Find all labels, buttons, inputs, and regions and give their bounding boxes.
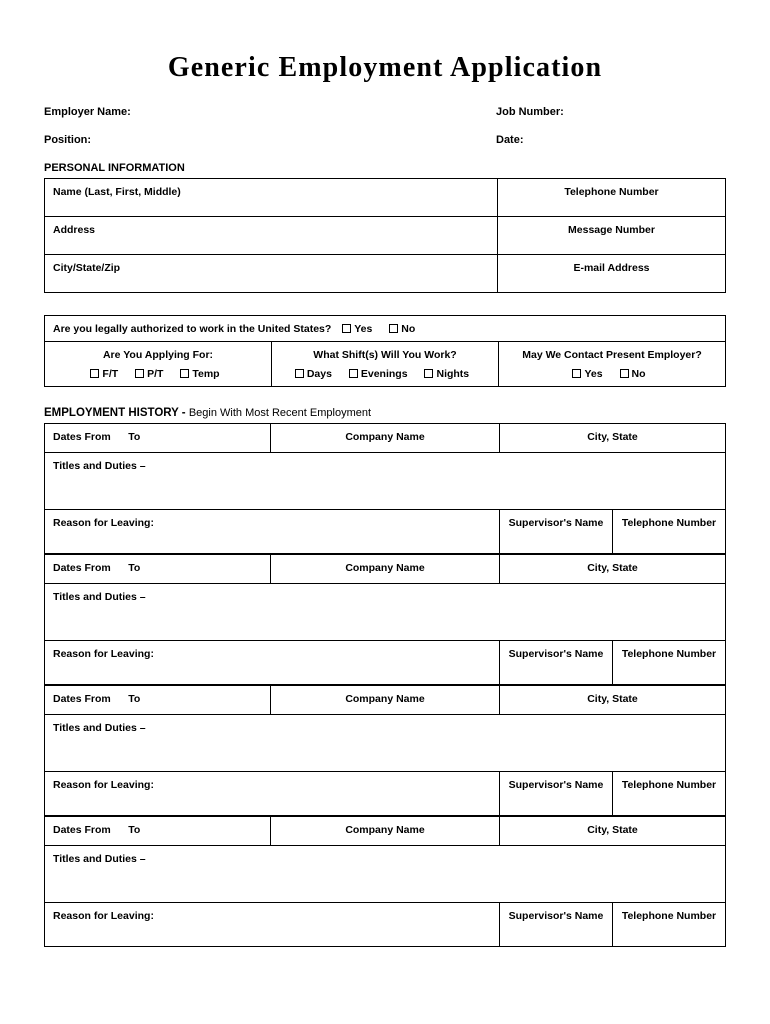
city-state-zip-field-cell[interactable]	[45, 255, 498, 293]
checkbox-icon[interactable]	[90, 369, 99, 378]
titles-duties-cell[interactable]	[45, 715, 726, 772]
option-label: No	[401, 323, 416, 335]
table-row	[45, 686, 726, 715]
address-field-cell[interactable]	[45, 217, 498, 255]
supervisor-name-label: Supervisor's Name	[508, 648, 604, 660]
table-row	[45, 453, 726, 510]
titles-duties-label: Titles and Duties –	[53, 722, 146, 734]
titles-duties-label: Titles and Duties –	[53, 591, 146, 603]
contact-employer-cell	[499, 342, 726, 387]
checkbox-icon[interactable]	[342, 324, 351, 333]
option-label: Days	[306, 368, 332, 380]
employment-entry-1	[44, 423, 726, 554]
city-state-zip-label: City/State/Zip	[53, 262, 121, 274]
option-days[interactable]	[295, 368, 332, 380]
contact-employer-options	[507, 368, 717, 380]
company-name-label: Company Name	[345, 693, 425, 705]
supervisor-telephone-cell[interactable]	[613, 510, 726, 554]
telephone-number-label: Telephone Number	[621, 779, 717, 791]
checkbox-icon[interactable]	[389, 324, 398, 333]
telephone-number-label: Telephone Number	[621, 517, 717, 529]
table-row	[45, 255, 726, 293]
checkbox-icon[interactable]	[135, 369, 144, 378]
reason-for-leaving-cell[interactable]	[45, 510, 500, 554]
table-row	[45, 342, 726, 387]
city-state-cell[interactable]	[500, 555, 726, 584]
reason-for-leaving-cell[interactable]	[45, 903, 500, 947]
dates-to-label: To	[128, 824, 141, 836]
employment-entry-3	[44, 685, 726, 816]
telephone-number-label: Telephone Number	[621, 910, 717, 922]
shift-heading: What Shift(s) Will You Work?	[313, 349, 457, 361]
checkbox-icon[interactable]	[620, 369, 629, 378]
reason-for-leaving-label: Reason for Leaving:	[53, 648, 154, 660]
supervisor-telephone-cell[interactable]	[613, 903, 726, 947]
reason-for-leaving-cell[interactable]	[45, 641, 500, 685]
supervisor-name-label: Supervisor's Name	[508, 910, 604, 922]
city-state-cell[interactable]	[500, 424, 726, 453]
option-label: F/T	[102, 368, 119, 380]
table-row	[45, 316, 726, 342]
option-label: No	[631, 368, 646, 380]
city-state-label: City, State	[587, 824, 638, 836]
company-name-label: Company Name	[345, 824, 425, 836]
supervisor-name-cell[interactable]	[500, 641, 613, 685]
option-label: Nights	[436, 368, 470, 380]
shift-cell	[272, 342, 499, 387]
dates-cell[interactable]	[45, 686, 271, 715]
contact-employer-heading: May We Contact Present Employer?	[522, 349, 702, 361]
supervisor-name-cell[interactable]	[500, 772, 613, 816]
dates-cell[interactable]	[45, 555, 271, 584]
page-title: Generic Employment Application	[167, 52, 603, 83]
option-label: Yes	[584, 368, 603, 380]
titles-duties-label: Titles and Duties –	[53, 853, 146, 865]
table-row	[45, 903, 726, 947]
name-field-cell[interactable]	[45, 179, 498, 217]
telephone-number-label: Telephone Number	[621, 648, 717, 660]
telephone-field-cell[interactable]	[498, 179, 726, 217]
supervisor-telephone-cell[interactable]	[613, 772, 726, 816]
option-contact-no[interactable]	[612, 368, 646, 380]
employment-history-heading	[44, 407, 726, 419]
employment-history-section	[44, 407, 726, 947]
dates-to-label: To	[128, 562, 141, 574]
option-label: Temp	[192, 368, 220, 380]
work-authorization-no-option[interactable]	[381, 323, 415, 335]
company-name-cell[interactable]	[271, 424, 500, 453]
checkbox-icon[interactable]	[180, 369, 189, 378]
reason-for-leaving-label: Reason for Leaving:	[53, 779, 154, 791]
option-nights[interactable]	[416, 368, 469, 380]
message-number-label: Message Number	[568, 224, 655, 236]
table-row	[45, 772, 726, 816]
supervisor-name-cell[interactable]	[500, 510, 613, 554]
titles-duties-cell[interactable]	[45, 453, 726, 510]
supervisor-telephone-cell[interactable]	[613, 641, 726, 685]
option-label: Yes	[354, 323, 373, 335]
option-ft[interactable]	[90, 368, 118, 380]
employment-entry-2	[44, 554, 726, 685]
supervisor-name-label: Supervisor's Name	[508, 517, 604, 529]
personal-information-heading: PERSONAL INFORMATION	[44, 162, 185, 174]
company-name-cell[interactable]	[271, 555, 500, 584]
date-label: Date:	[496, 134, 524, 146]
option-evenings[interactable]	[341, 368, 408, 380]
employment-history-title: EMPLOYMENT HISTORY -	[44, 407, 186, 419]
job-number-label: Job Number:	[496, 106, 564, 118]
city-state-label: City, State	[587, 562, 638, 574]
shift-options	[280, 368, 490, 380]
applying-for-heading: Are You Applying For:	[102, 349, 214, 361]
dates-cell[interactable]	[45, 817, 271, 846]
table-row	[45, 817, 726, 846]
checkbox-icon[interactable]	[424, 369, 433, 378]
table-row	[45, 510, 726, 554]
work-authorization-cell	[45, 316, 726, 342]
dates-from-label: Dates From	[53, 562, 111, 574]
company-name-label: Company Name	[345, 431, 425, 443]
employment-history-subtitle: Begin With Most Recent Employment	[188, 407, 372, 419]
option-label: Evenings	[360, 368, 408, 380]
company-name-cell[interactable]	[271, 686, 500, 715]
dates-from-label: Dates From	[53, 824, 111, 836]
applying-for-options	[53, 368, 263, 380]
header-row-1	[44, 106, 726, 118]
table-row	[45, 217, 726, 255]
option-label: P/T	[147, 368, 164, 380]
option-contact-yes[interactable]	[572, 368, 602, 380]
option-pt[interactable]	[127, 368, 163, 380]
titles-duties-cell[interactable]	[45, 584, 726, 641]
email-field-cell[interactable]	[498, 255, 726, 293]
dates-to-label: To	[128, 693, 141, 705]
work-authorization-yes-option[interactable]	[334, 323, 372, 335]
eligibility-table	[44, 315, 726, 387]
city-state-label: City, State	[587, 693, 638, 705]
city-state-label: City, State	[587, 431, 638, 443]
checkbox-icon[interactable]	[295, 369, 304, 378]
personal-information-table	[44, 178, 726, 293]
email-label: E-mail Address	[573, 262, 650, 274]
applying-for-cell	[45, 342, 272, 387]
titles-duties-label: Titles and Duties –	[53, 460, 146, 472]
table-row	[45, 715, 726, 772]
checkbox-icon[interactable]	[572, 369, 581, 378]
titles-duties-cell[interactable]	[45, 846, 726, 903]
table-row	[45, 179, 726, 217]
city-state-cell[interactable]	[500, 817, 726, 846]
dates-from-label: Dates From	[53, 693, 111, 705]
table-row	[45, 424, 726, 453]
supervisor-name-label: Supervisor's Name	[508, 779, 604, 791]
position-label: Position:	[44, 134, 92, 146]
header-row-2	[44, 134, 726, 146]
company-name-cell[interactable]	[271, 817, 500, 846]
company-name-label: Company Name	[345, 562, 425, 574]
reason-for-leaving-cell[interactable]	[45, 772, 500, 816]
table-row	[45, 641, 726, 685]
dates-from-label: Dates From	[53, 431, 111, 443]
table-row	[45, 584, 726, 641]
name-label: Name (Last, First, Middle)	[53, 186, 181, 198]
reason-for-leaving-label: Reason for Leaving:	[53, 517, 154, 529]
employment-entry-4	[44, 816, 726, 947]
checkbox-icon[interactable]	[349, 369, 358, 378]
table-row	[45, 846, 726, 903]
dates-cell[interactable]	[45, 424, 271, 453]
option-temp[interactable]	[172, 368, 219, 380]
dates-to-label: To	[128, 431, 141, 443]
address-label: Address	[53, 224, 96, 236]
city-state-cell[interactable]	[500, 686, 726, 715]
employer-name-label: Employer Name:	[44, 106, 131, 118]
supervisor-name-cell[interactable]	[500, 903, 613, 947]
table-row	[45, 555, 726, 584]
message-number-field-cell[interactable]	[498, 217, 726, 255]
header-fields	[44, 106, 726, 146]
work-authorization-question: Are you legally authorized to work in the United States?	[53, 323, 332, 335]
telephone-label: Telephone Number	[564, 186, 659, 198]
reason-for-leaving-label: Reason for Leaving:	[53, 910, 154, 922]
